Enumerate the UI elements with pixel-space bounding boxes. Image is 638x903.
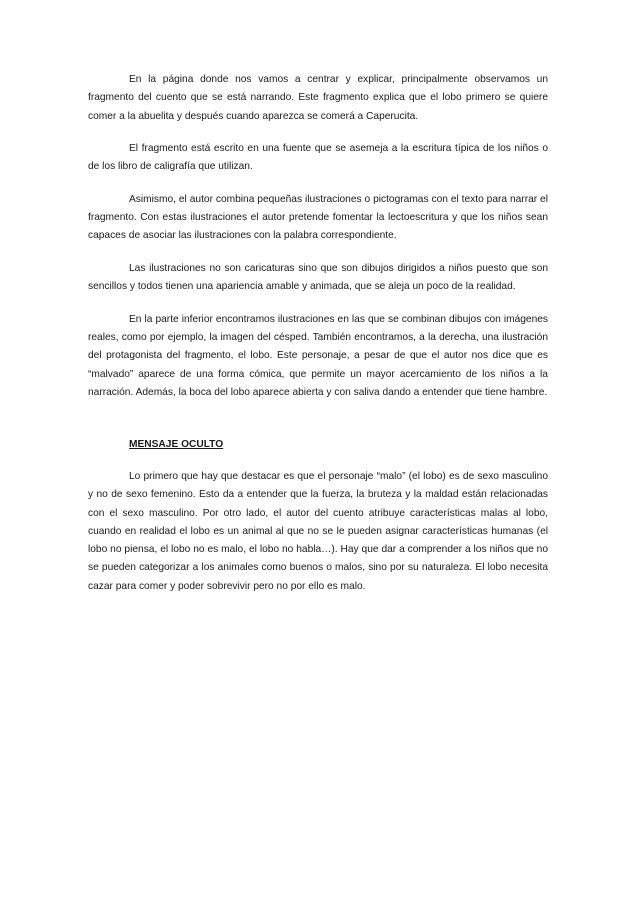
body-paragraph: Las ilustraciones no son caricaturas sino que son dibujos dirigidos a niños puesto que son sencillos y todos tienen una apariencia amable y animada, que se aleja un poco de la realidad.: [88, 262, 548, 293]
section-paragraph: Lo primero que hay que destacar es que el personaje “malo” (el lobo) es de sexo masculino y no de sexo femenino. Esto da a entender que la fuerza, la bruteza y la maldad están relacionadas con el sexo masculino. Por otro lado, el autor del cuento atribuye características malas al lobo, cuando en realidad el lobo es un animal al que no se le pueden asignar características humanas (el lobo no piensa, el lobo no es malo, el lobo no habla…). Hay que dar a comprender a los niños que no se pueden categorizar a los animales como buenos o malos, sino por su naturaleza. El lobo necesita cazar para comer y poder sobrevivir pero no por ello es malo.: [88, 471, 548, 592]
section-heading: MENSAJE OCULTO: [129, 439, 224, 451]
body-paragraph: El fragmento está escrito en una fuente que se asemeja a la escritura típica de los niños o de los libro de caligrafía que utilizan.: [88, 143, 548, 173]
body-paragraph: En la parte inferior encontramos ilustraciones en las que se combinan dibujos con imágenes reales, como por ejemplo, la imagen del césped. También encontramos, a la derecha, una ilustración del protagonista del fragmento, el lobo. Este personaje, a pesar de que el autor nos dice que es “malvado” aparece de una forma cómica, que permite un mayor acercamiento de los niños a la narración. Además, la boca del lobo aparece abierta y con saliva dando a entender que tiene hambre.: [88, 313, 548, 398]
body-paragraph: Asimismo, el autor combina pequeñas ilustraciones o pictogramas con el texto para narrar el fragmento. Con estas ilustraciones el autor pretende fomentar la lectoescritura y que los niños sean capaces de asociar las ilustraciones con la palabra correspondiente.: [88, 193, 548, 242]
body-paragraph: En la página donde nos vamos a centrar y explicar, principalmente observamos un fragmento del cuento que se está narrando. Este fragmento explica que el lobo primero se quiere comer a la abuelita y después cuando aparezca se comerá a Caperucita.: [88, 74, 548, 122]
document-page: [88, 71, 548, 610]
